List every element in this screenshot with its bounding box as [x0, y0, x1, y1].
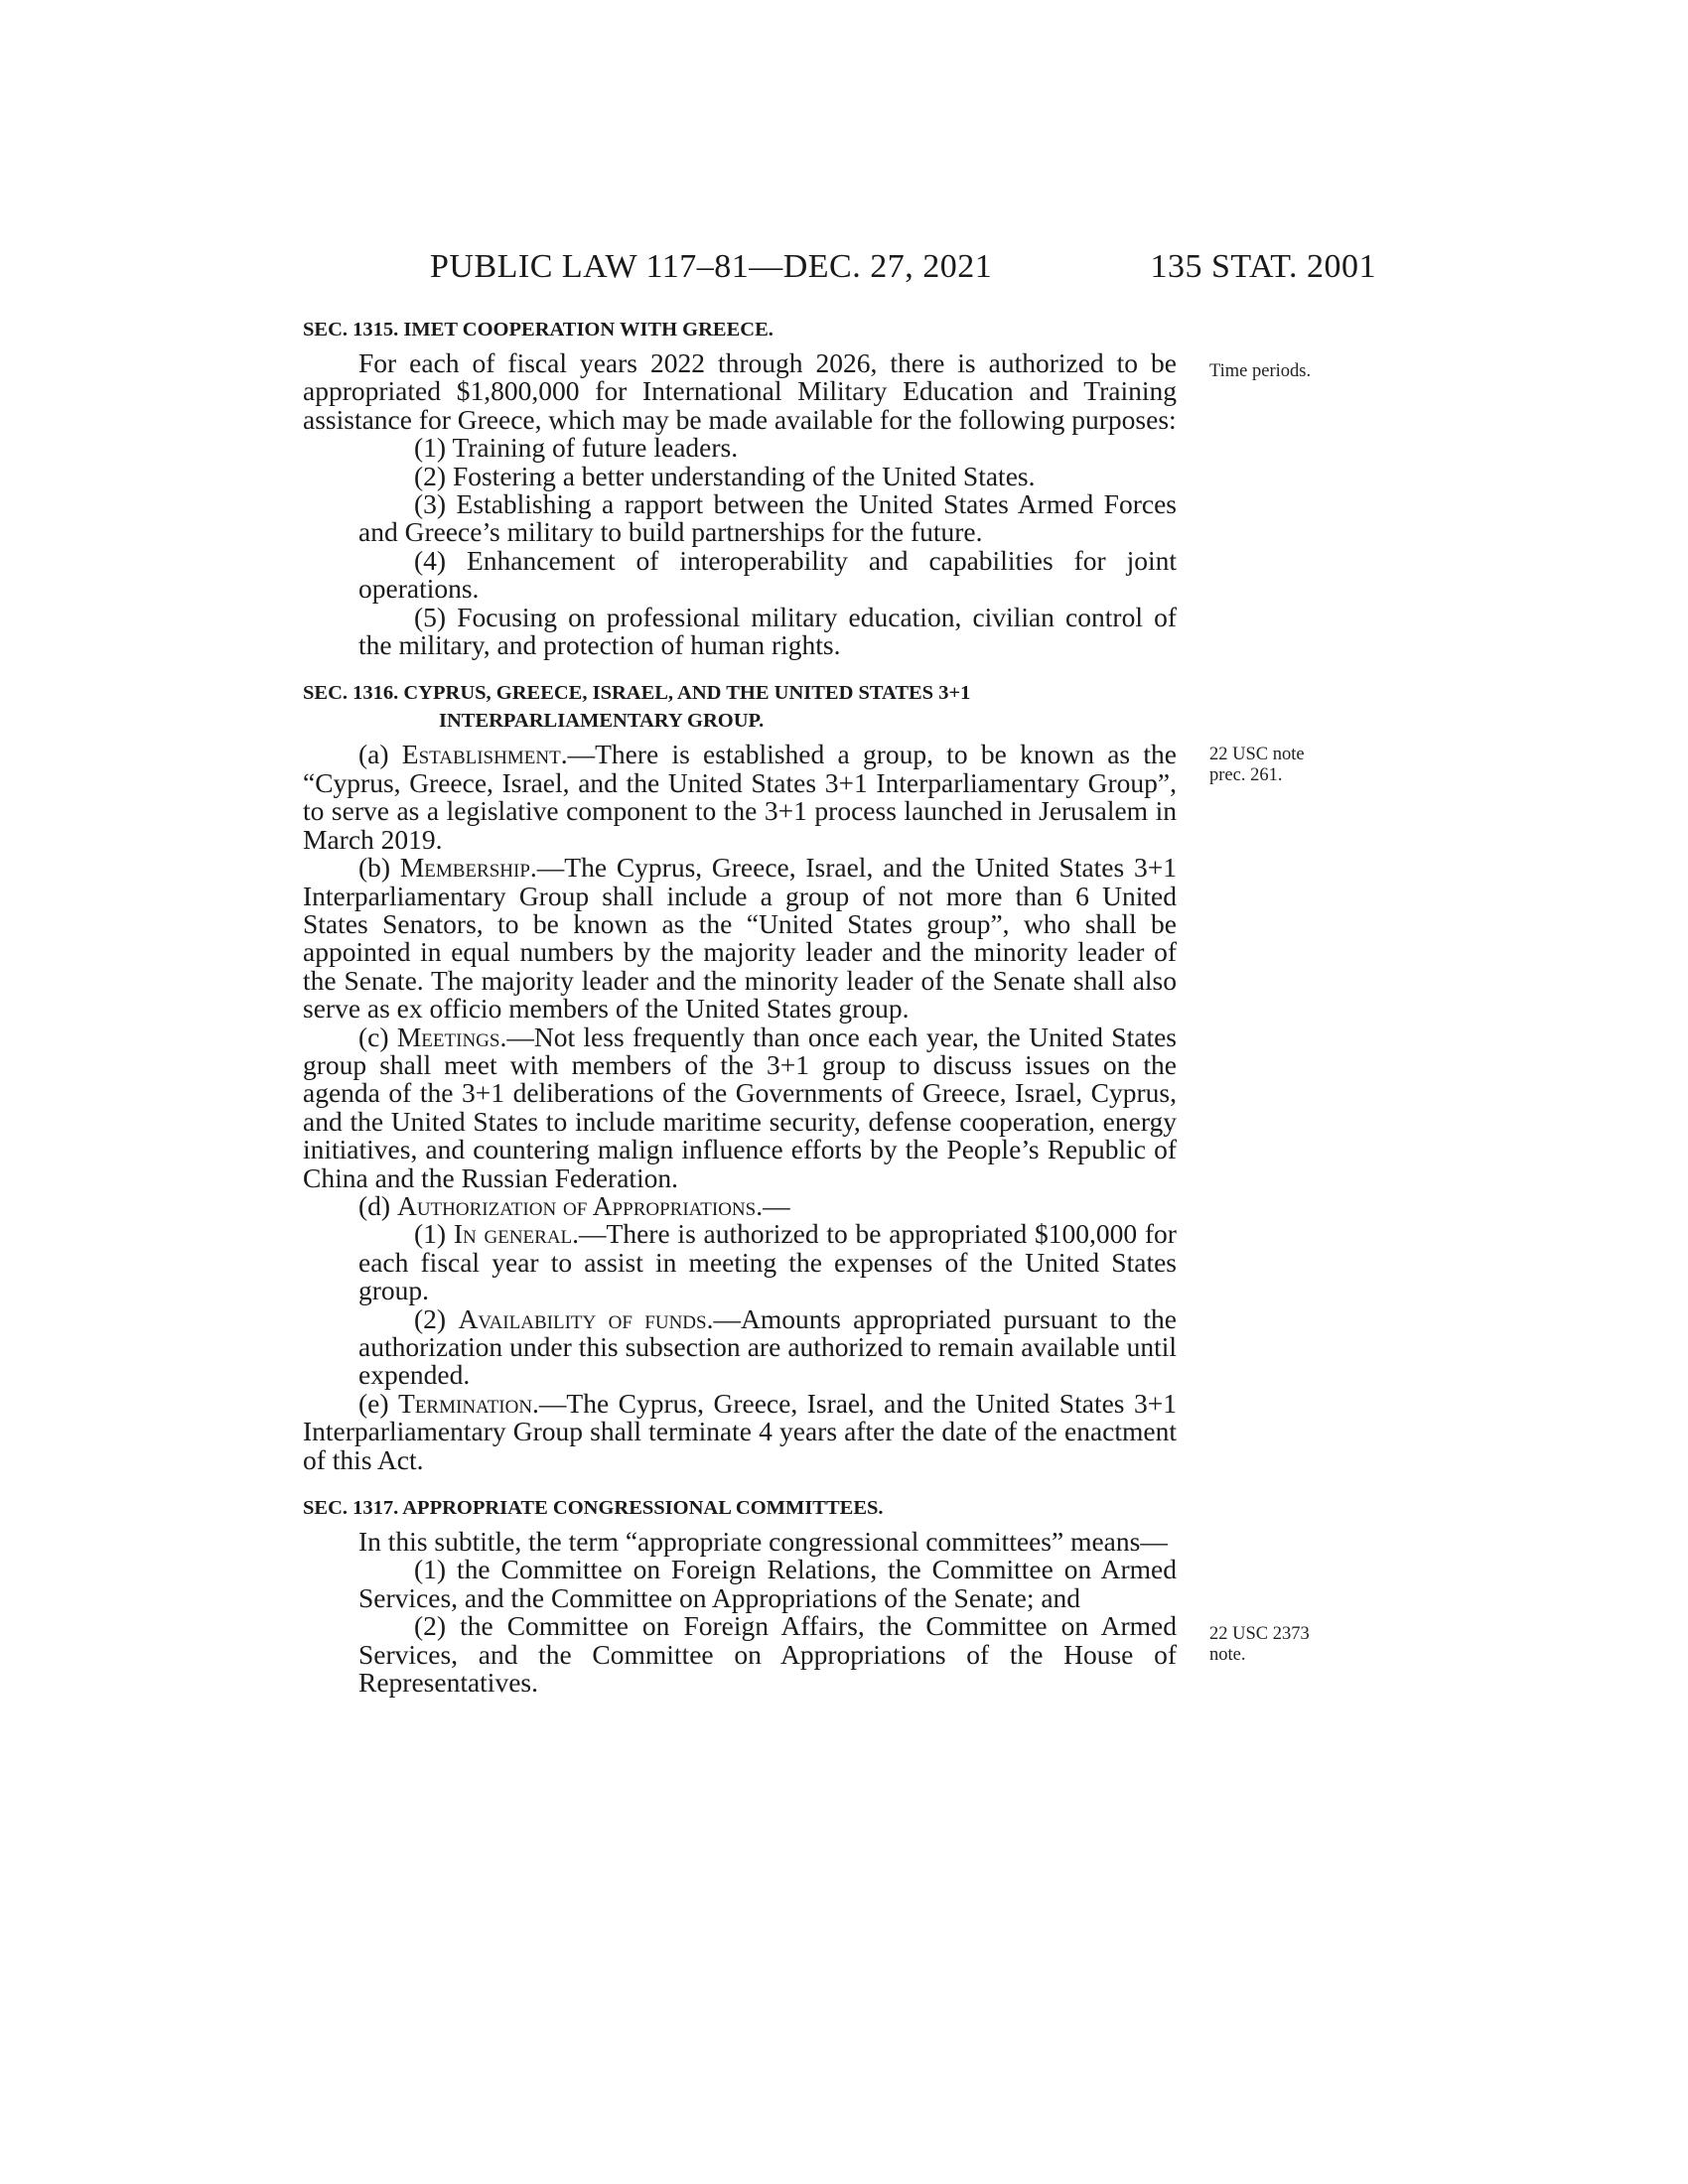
margin-note-22-usc-note-prec-261: 22 USC note prec. 261.	[1209, 745, 1305, 785]
section-1316-subsection-d-2: (2) Availability of funds.—Amounts appropriated pursuant to the authorization under this subsection are authorized to remain available until expended.	[358, 1302, 1177, 1391]
section-1315-item-3: (3) Establishing a rapport between the United States Armed Forces and Greece’s military to build partnerships for the future.	[358, 488, 1177, 548]
section-1315-heading: SEC. 1315. IMET COOPERATION WITH GREECE.	[303, 319, 774, 341]
section-1316-heading: SEC. 1316. CYPRUS, GREECE, ISRAEL, AND THE UNITED STATES 3+1 INTERPARLIAMENTARY GROUP.	[303, 682, 971, 733]
section-1317-intro: In this subtitle, the term “appropriate congressional committees” means—	[358, 1526, 1168, 1558]
body-column	[303, 316, 1177, 1697]
section-1317-item-1: (1) the Committee on Foreign Relations, the Committee on Armed Services, and the Committee on Appropriations of the Senate; and	[358, 1554, 1177, 1613]
running-header	[303, 248, 1375, 292]
section-1316-subsection-a: (a) Establishment.—There is established a group, to be known as the “Cyprus, Greece, Israel, and the United States 3+1 Interparliamentary Group”, to serve as a legislative component to the 3+1 process launched in Jerusalem in March 2019.	[303, 739, 1177, 855]
section-1317-heading: SEC. 1317. APPROPRIATE CONGRESSIONAL COMMITTEES.	[303, 1497, 884, 1520]
section-1315-intro: For each of fiscal years 2022 through 2026, there is authorized to be appropriated $1,800,000 for International Military Education and Training assistance for Greece, which may be made available for the following purposes:	[303, 347, 1177, 435]
section-1315-item-2: (2) Fostering a better understanding of the United States.	[414, 460, 1036, 491]
margin-note-22-usc-2373-note: 22 USC 2373 note.	[1209, 1624, 1310, 1665]
section-1316-subsection-c: (c) Meetings.—Not less frequently than once each year, the United States group shall meet with members of the 3+1 group to discuss issues on the agenda of the 3+1 deliberations of the Governments of Greece, Israel, Cyprus, and the United States to include maritime security, defense cooperation, energy initiatives, and countering malign influence efforts by the People’s Republic of China and the Russian Federation.	[303, 1021, 1177, 1193]
section-1315-item-5: (5) Focusing on professional military education, civilian control of the military, and protection of human rights.	[358, 601, 1177, 661]
section-1316-subsection-d-1: (1) In general.—There is authorized to be appropriated $100,000 for each fiscal year to assist in meeting the expenses of the United States group.	[358, 1218, 1177, 1306]
section-1315-item-4: (4) Enhancement of interoperability and capabilities for joint operations.	[358, 544, 1177, 605]
section-1316-subsection-e: (e) Termination.—The Cyprus, Greece, Israel, and the United States 3+1 Interparliamentary Group shall terminate 4 years after the date of the enactment of this Act.	[303, 1387, 1177, 1475]
margin-note-time-periods: Time periods.	[1209, 361, 1312, 381]
section-1316-subsection-d: (d) Authorization of Appropriations.—	[358, 1189, 790, 1221]
page-number: 135 STAT. 2001	[1150, 248, 1376, 285]
section-1316-subsection-b: (b) Membership.—The Cyprus, Greece, Israel, and the United States 3+1 Interparliamentary Group shall include a group of not more than 6 United States Senators, to be known as the “United States group”, who shall be appointed in equal numbers by the majority leader and the minority leader of the Senate. The majority leader and the minority leader of the Senate shall also serve as ex officio members of the United States group.	[303, 852, 1177, 1024]
section-1317-item-2: (2) the Committee on Foreign Affairs, the Committee on Armed Services, and the Committee on Appropriations of the House of Representatives.	[358, 1610, 1177, 1699]
section-1315-item-1: (1) Training of future leaders.	[414, 432, 739, 464]
running-title: PUBLIC LAW 117–81—DEC. 27, 2021	[430, 248, 993, 285]
